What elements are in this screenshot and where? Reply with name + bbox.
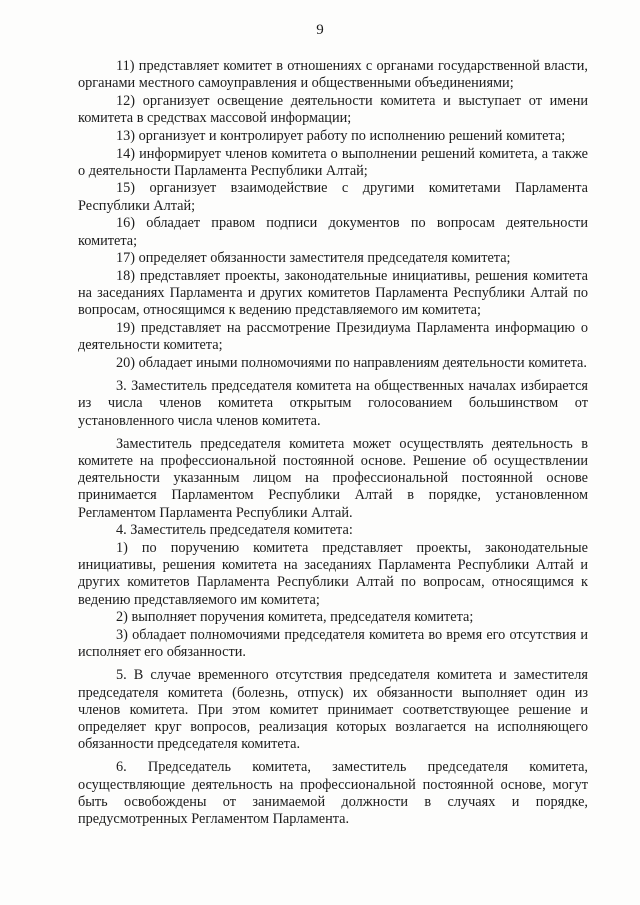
section-6-paragraph: 6. Председатель комитета, заместитель председателя комитета, осуществляющие деятельность на профессиональной постоянной основе, могут быть освобождены от занимаемой должности в случаях и порядке, предусмотренных Регламентом Парламента. [78,759,588,828]
paragraph-item-14: 14) информирует членов комитета о выполнении решений комитета, а также о деятельности Парламента Республики Алтай; [78,145,588,179]
paragraph-item-19: 19) представляет на рассмотрение Президиума Парламента информацию о деятельности комитета; [78,320,588,354]
section-4-item-3: 3) обладает полномочиями председателя комитета во время его отсутствия и исполняет его обязанности. [78,627,588,661]
deputy-professional-basis-paragraph: Заместитель председателя комитета может осуществлять деятельность в комитете на профессиональной постоянной основе. Решение об осуществлении деятельности указанным лицом на профессиональной постоянной основе принимается Парламентом Республики Алтай в порядке, установленном Регламентом Парламента Республики Алтай. [78,435,588,521]
paragraph-item-13: 13) организует и контролирует работу по исполнению решений комитета; [116,127,566,144]
paragraph-item-12: 12) организует освещение деятельности комитета и выступает от имени комитета в средствах массовой информации; [78,92,588,127]
section-5-paragraph: 5. В случае временного отсутствия председателя комитета и заместителя председателя комитета (болезнь, отпуск) их обязанности выполняет один из членов комитета. При этом комитет принимает соответствующее решение и определяет круг вопросов, реализация которых возлагается на исполняющего обязанности председателя комитета. [78,667,588,753]
section-3-paragraph: 3. Заместитель председателя комитета на общественных началах избирается из числа членов комитета открытым голосованием большинством от установленного числа членов комитета. [78,378,588,429]
paragraph-item-20: 20) обладает иными полномочиями по направлениям деятельности комитета. [116,354,587,371]
document-body [78,58,588,828]
paragraph-item-15: 15) организует взаимодействие с другими комитетами Парламента Республики Алтай; [78,180,588,214]
paragraph-item-16: 16) обладает правом подписи документов по вопросам деятельности комитета; [78,215,588,249]
page-number: 9 [316,22,324,38]
section-4-heading: 4. Заместитель председателя комитета: [116,522,353,539]
section-4-item-1: 1) по поручению комитета представляет проекты, законодательные инициативы, решения комитета на заседаниях Парламента Республики Алтай и других комитетов Парламента Республики Алтай по вопросам, относящимся к ведению представляемого им комитета; [78,539,588,608]
paragraph-item-17: 17) определяет обязанности заместителя председателя комитета; [116,250,511,267]
section-4-item-2: 2) выполняет поручения комитета, председателя комитета; [116,609,474,626]
paragraph-item-18: 18) представляет проекты, законодательные инициативы, решения комитета на заседаниях Парламента и других комитетов Парламента Республики Алтай по вопросам, относящимся к ведению представляемого им комитета; [78,267,588,319]
paragraph-item-11: 11) представляет комитет в отношениях с органами государственной власти, органами местного самоуправления и общественными объединениями; [78,58,588,92]
